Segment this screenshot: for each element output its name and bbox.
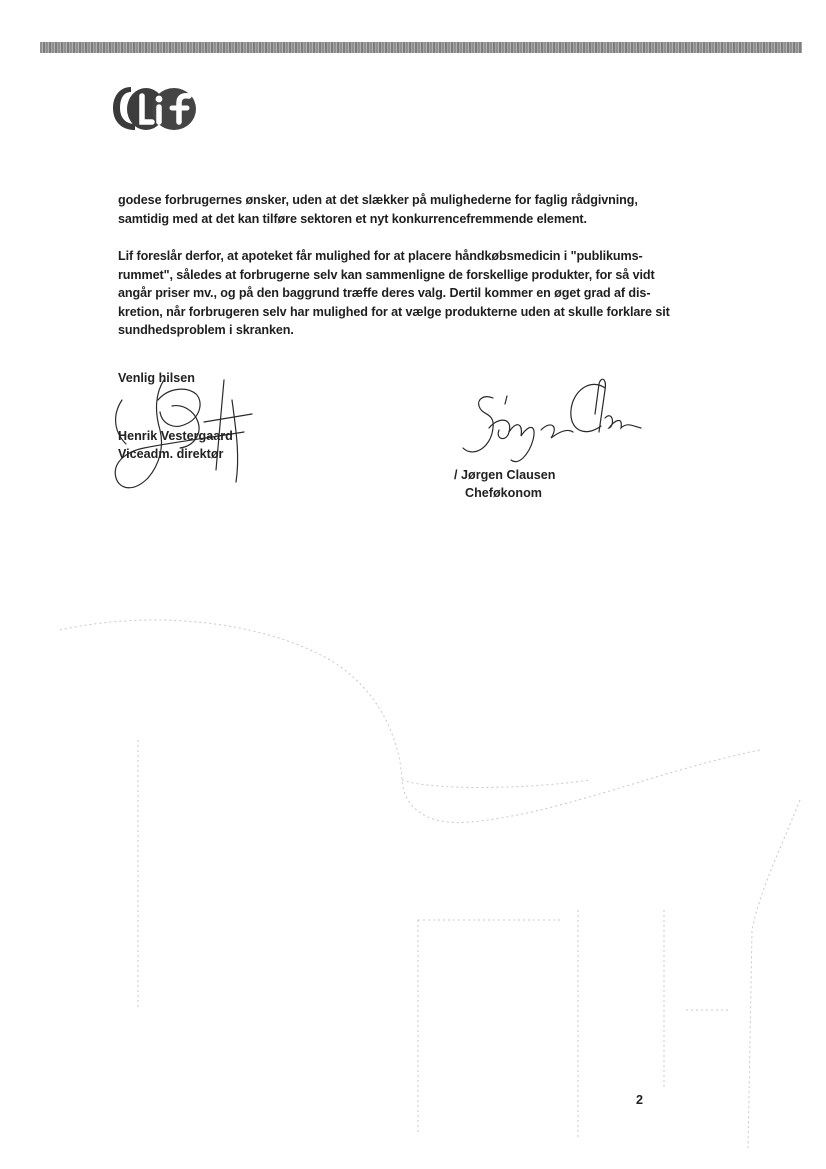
lif-logo — [113, 84, 199, 132]
lif-watermark-icon — [0, 590, 826, 1150]
signatory-name: / Jørgen Clausen — [454, 468, 556, 482]
signatory-title: Viceadm. direktør — [118, 447, 224, 461]
lif-logo-icon — [113, 84, 199, 132]
body-paragraph: godese forbrugernes ønsker, uden at det slækker på mulighederne for faglig rådgivning, samtidig med at det kan tilføre sektoren et nyt konkurrencefremmende element. — [118, 193, 638, 226]
body-paragraph: Lif foreslår derfor, at apoteket får mulighed for at placere håndkøbsmedicin i "publikums- rummet", således at forbrugerne selv kan sammenligne de forskellige produkter, for så vidt angår priser mv., og på den baggrund træffe deres valg. Dertil kommer en øget grad af dis- kretion, når forbrugeren selv har mulighed for at vælge produkterne uden at skulle forklare sit sundhedsproblem i skranken. — [118, 249, 670, 337]
page-number: 2 — [636, 1093, 644, 1107]
header-rule — [40, 42, 802, 53]
closing-greeting: Venlig hilsen — [118, 371, 195, 385]
signatory-title: Cheføkonom — [465, 486, 542, 500]
signature-jorgen-clausen — [455, 370, 645, 470]
signatory-name: Henrik Vestergaard — [118, 429, 233, 443]
